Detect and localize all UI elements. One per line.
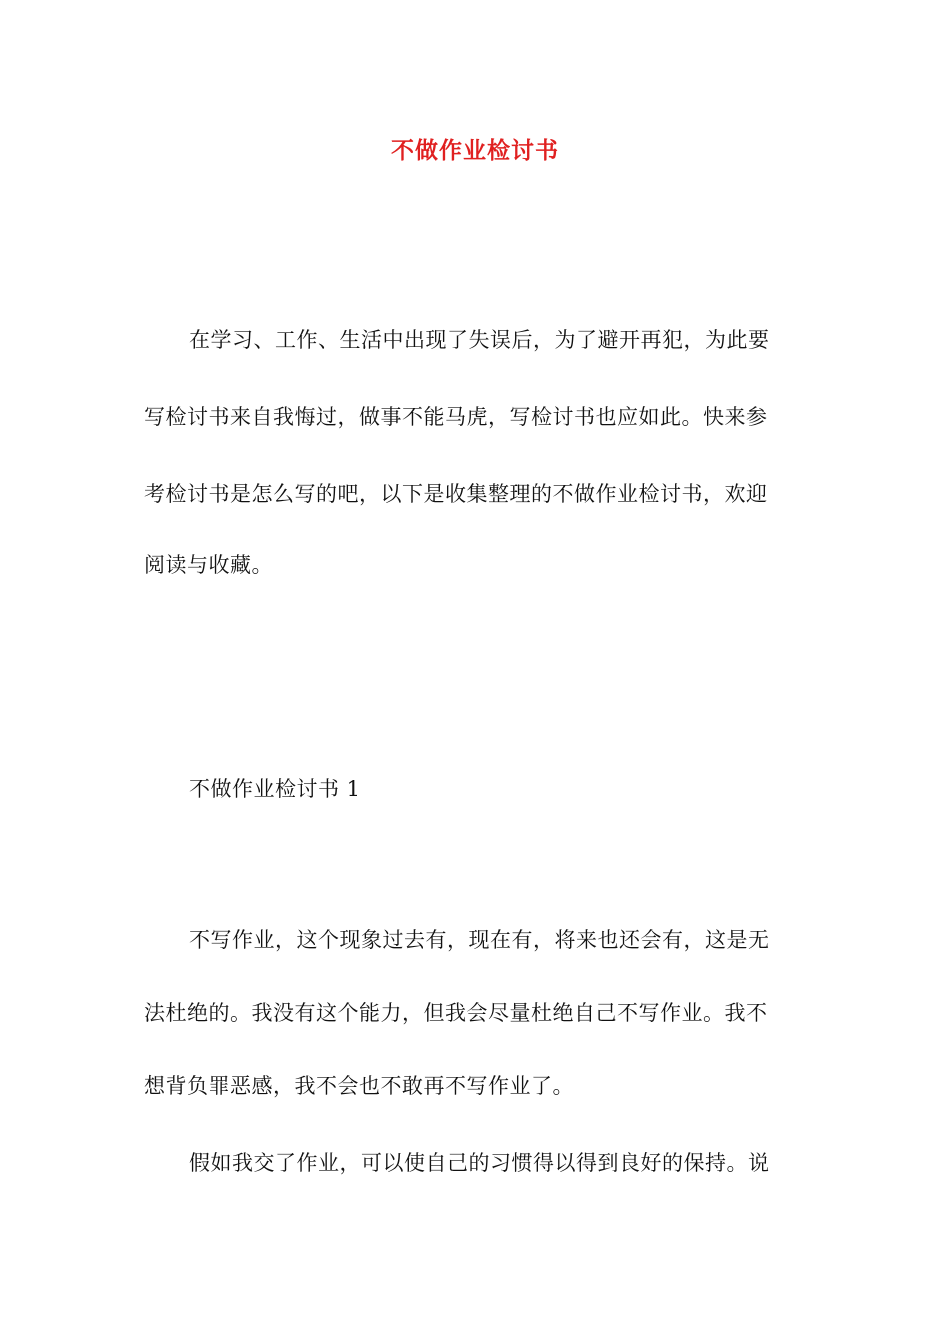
body-line-2: 法杜绝的。我没有这个能力，但我会尽量杜绝自己不写作业。我不 <box>144 1001 768 1025</box>
intro-line-3: 考检讨书是怎么写的吧，以下是收集整理的不做作业检讨书，欢迎 <box>144 482 768 506</box>
intro-line-2: 写检讨书来自我悔过，做事不能马虎，写检讨书也应如此。快来参 <box>144 405 768 429</box>
section-heading: 不做作业检讨书 1 <box>189 777 361 801</box>
document-title: 不做作业检讨书 <box>391 137 559 164</box>
intro-line-4: 阅读与收藏。 <box>144 553 273 577</box>
intro-line-1: 在学习、工作、生活中出现了失误后，为了避开再犯，为此要 <box>189 328 770 352</box>
body-line-3: 想背负罪恶感，我不会也不敢再不写作业了。 <box>144 1074 574 1098</box>
body-line-4: 假如我交了作业，可以使自己的习惯得以得到良好的保持。说 <box>189 1151 770 1175</box>
body-line-1: 不写作业，这个现象过去有，现在有，将来也还会有，这是无 <box>189 928 770 952</box>
